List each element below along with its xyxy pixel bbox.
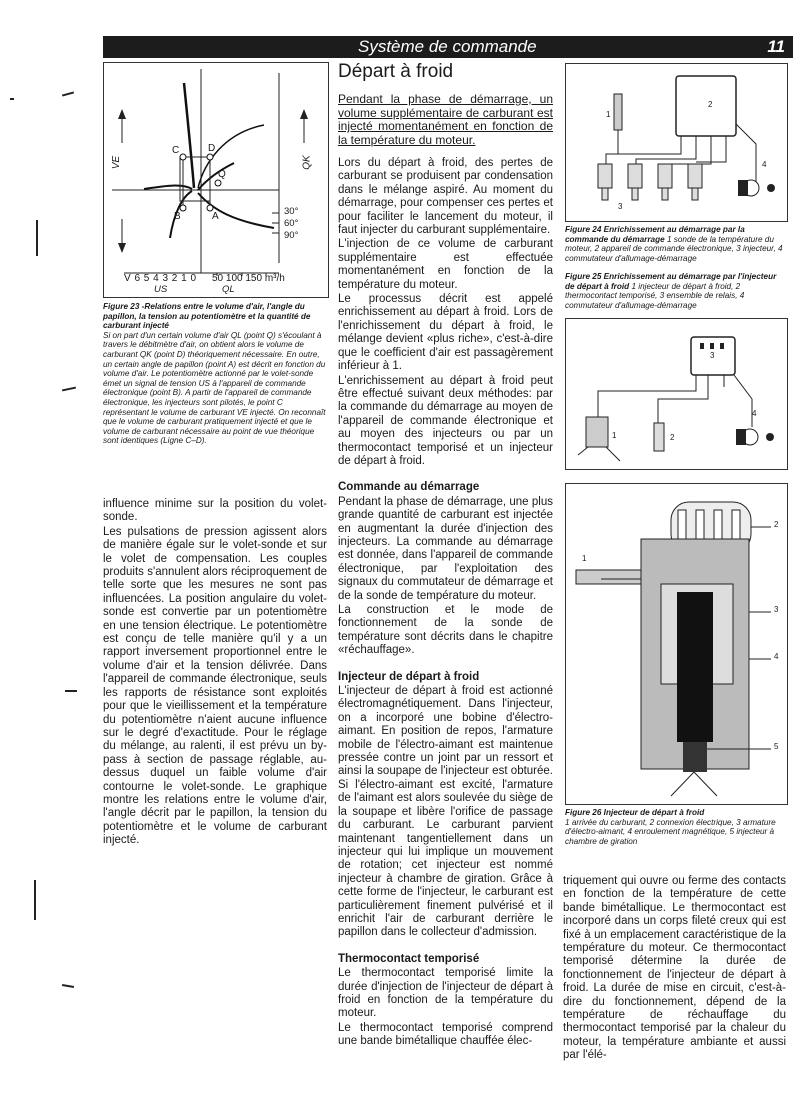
figure-25-caption-text: 1 injecteur de départ à froid, 2 thermocontact temporisé, 3 ensemble de relais, 4 commutateur d'allumage-démarrage [565, 281, 745, 310]
commande-paragraph: La construction et le mode de fonctionnement de la sonde de température sont décrits dans le chapitre «réchauffage». [338, 604, 553, 657]
label-ve: VE [111, 155, 123, 170]
col2-paragraph: L'enrichissement au départ à froid peut être effectué suivant deux méthodes: par la commande du démarrage au moyen de l'appareil de commande électronique et au moyen des injecteurs ou par un thermocontact temporisé et un injecteur de départ à froid. [338, 374, 553, 467]
col2-paragraph: Lors du départ à froid, des pertes de carburant se produisent par condensation dans le mélange aspiré. Au moment du démarrage, pour compenser ces pertes et pour faciliter le lancement du moteur, il faut injecter du carburant supplémentaire. [338, 157, 553, 237]
relation-graph [104, 63, 328, 297]
figure-23-caption-text: Si on part d'un certain volume d'air QL (point Q) s'écoulant à travers le débitmètre d'air, on obtient alors le volume de carburant QK (point D) théoriquement nécessaire. En outre, un certain angle de papillon (point A) est décrit en fonction du volume d'air. Le potentiomètre actionné par le volet-sonde émet un signal de tension US à l'appareil de commande électronique (point B). A partir de l'appareil de commande électronique, les injecteurs sont pilotés, le point C représentant le volume de carburant VE injecté. On reconnaît que le volume de carburant pratiquement injecté et que le volume de carburant nécessaire au point de vue théorique sont identiques (Ligne C–D). [103, 330, 326, 446]
figure-26-diagram [565, 483, 788, 805]
fig26-label-1: 1 [582, 554, 587, 563]
col3-paragraph: triquement qui ouvre ou ferme des contacts en fonction de la température de cette bande bimétallique. Le thermocontact est incorporé dans un corps fileté creux qui est fixé à un emplacement caractéristique de la température du moteur. Ce thermocontact temporisé détermine la durée de fonctionnement de l'injecteur de départ à froid. La durée de mise en circuit, c'est-à-dire du fonctionnement, dépend de la température de réchauffage du thermocontact temporisé par la chaleur du moteur, la température ambiante et aussi par l'élé- [563, 875, 786, 1062]
injecteur-paragraph: L'injecteur de départ à froid est actionné électromagnétiquement. Dans l'injecteur, on a incorporé une bobine d'électro-aimant. En position de repos, l'armature mobile de l'électro-aimant est maintenue pressée contre un joint par un ressort et ainsi la soupape de l'injecteur est obturée. Si l'électro-aimant est excité, l'armature de l'aimant est alors soulevée du siège de la soupape et libère l'orifice de passage du carburant. Le carburant parvient maintenant tangentiellement dans un injecteur qui lui implique un mouvement de rotation; cet injecteur est nommé injecteur à chambre de giration. Grâce à cette forme de l'injecteur, le carburant est particulièrement finement pulvérisé et il enrichit l'air de carburant derrière le papillon dans le collecteur d'admission. [338, 685, 553, 939]
angle-60: 60° [284, 218, 299, 229]
figure-26-caption-title: Figure 26 Injecteur de départ à froid [565, 808, 705, 817]
column-3-text [563, 875, 786, 1064]
figure-24-caption-title: Figure 24 Enrichissement au démarrage par la commande du démarrage [565, 225, 745, 244]
fig25-label-1: 1 [612, 431, 617, 440]
fig25-label-2: 2 [670, 433, 675, 442]
figure-25-diagram [565, 318, 788, 470]
col1-paragraph: Les pulsations de pression agissent alors de manière égale sur le volet-sonde et sur le volet de compensation. Les couples produits s'annulent alors réciproquement de telle sorte que les mesures ne sont pas influencées. La position angulaire du volet-sonde est convertie par un potentiomètre en une tension électrique. Le potentiomètre est conçu de telle manière qu'il y a un rapport inversement proportionnel entre le volume d'air et la tension délivrée. Dans l'appareil de commande électronique, seuls les rapports de résistance sont exploités pour que le vieillissement et la température du potentiomètre n'aient aucune influence sur le degré d'exactitude. Pour le réglage du mélange, au ralenti, il est prévu un by-pass à section de passage réglable, au-dessus duquel un faible volume d'air contourne le volet-sonde. Le graphique montre les relations entre le volume d'air, l'angle décrit par le papillon, la tension du potentiomètre et le volume de carburant injecté. [103, 525, 327, 847]
thermo-paragraph: Le thermocontact temporisé limite la durée d'injection de l'injecteur de départ à froid en fonction de la température du moteur. [338, 967, 553, 1020]
commande-paragraph: Pendant la phase de démarrage, une plus grande quantité de carburant est injectée en augmentant la durée d'injection des injecteurs. La commande au démarrage est donnée, dans l'appareil de commande électronique, par l'exploitation des signaux du commutateur de démarrage et de la sonde de température du moteur. [338, 495, 553, 602]
scan-mark [62, 91, 74, 96]
figure-24-diagram [565, 63, 788, 222]
column-1-text [103, 498, 327, 849]
point-d: D [208, 143, 216, 154]
fig24-label-1: 1 [606, 110, 611, 119]
x-left-ticks: V 6 5 4 3 2 1 0 [124, 273, 197, 284]
cold-start-injector [566, 484, 787, 804]
figure-26-caption-text: 1 arrivée du carburant, 2 connexion électrique, 3 armature d'électro-aimant, 4 enroulement magnétique, 5 injecteur à chambre de giration [565, 817, 776, 846]
x-right-ticks: 50 100 150 m³/h [212, 273, 285, 284]
header-title: Système de commande [358, 37, 537, 56]
scan-mark [62, 984, 74, 988]
figure-24-caption [565, 225, 786, 263]
figure-23-graph [103, 62, 329, 298]
enrichment-circuit-24 [566, 64, 787, 221]
fig24-label-3: 3 [618, 202, 623, 211]
col1-paragraph: influence minime sur la position du volet-sonde. [103, 498, 327, 524]
angle-90: 90° [284, 230, 299, 241]
enrichment-circuit-25 [566, 319, 787, 469]
label-us: US [154, 284, 168, 295]
fig24-label-2: 2 [708, 100, 713, 109]
fig26-label-5: 5 [774, 742, 779, 751]
page-number: 11 [767, 37, 785, 56]
point-c: C [172, 145, 180, 156]
figure-25-caption-title: Figure 25 Enrichissement au démarrage par l'injecteur de départ à froid [565, 272, 777, 291]
fig26-label-2: 2 [774, 520, 779, 529]
scan-mark [10, 98, 14, 100]
fig26-label-4: 4 [774, 652, 779, 661]
figure-23-caption-title: Figure 23 -Relations entre le volume d'air, l'angle du papillon, la tension au potentiomètre et la quantité de carburant injecté [103, 302, 311, 331]
fig25-label-3: 3 [710, 351, 715, 360]
angle-30: 30° [284, 206, 299, 217]
intro-paragraph: Pendant la phase de démarrage, un volume supplémentaire de carburant est injecté momentanément en fonction de la température du moteur. [338, 92, 553, 147]
col2-paragraph: Le processus décrit est appelé enrichissement au départ à froid. Lors de l'enrichissement du départ à froid, le mélange devient «plus riche», c'est-à-dire que le coefficient d'air est passagèrement inférieur à 1. [338, 293, 553, 373]
label-qk: QK [301, 155, 313, 170]
heading-injecteur: Injecteur de départ à froid [338, 670, 480, 683]
fig25-label-4: 4 [752, 409, 757, 418]
label-ql: QL [222, 284, 235, 295]
heading-commande: Commande au démarrage [338, 481, 480, 494]
figure-26-caption [565, 808, 786, 846]
fig24-label-4: 4 [762, 160, 767, 169]
fig26-label-3: 3 [774, 605, 779, 614]
figure-24-caption-text: 1 sonde de la température du moteur, 2 appareil de commande électronique, 3 injecteur, 4 commutateur d'allumage-démarrage [565, 234, 783, 263]
scan-mark [65, 690, 77, 692]
scan-mark [62, 387, 76, 392]
section-title: Départ à froid [338, 61, 454, 82]
figure-23-caption [103, 302, 327, 446]
scan-mark [34, 880, 36, 920]
figure-25-caption [565, 272, 786, 310]
column-2-text [338, 157, 553, 1050]
col2-paragraph: L'injection de ce volume de carburant supplémentaire est effectuée momentanément en fonction de la température du moteur. [338, 238, 553, 291]
point-a: A [212, 211, 219, 222]
heading-thermo: Thermocontact temporisé [338, 952, 480, 965]
scan-mark [36, 220, 38, 256]
thermo-paragraph: Le thermocontact temporisé comprend une bande bimétallique chauffée élec- [338, 1021, 553, 1048]
point-b: B [174, 211, 181, 222]
point-q: Q [218, 169, 226, 180]
header-bar [103, 36, 793, 58]
